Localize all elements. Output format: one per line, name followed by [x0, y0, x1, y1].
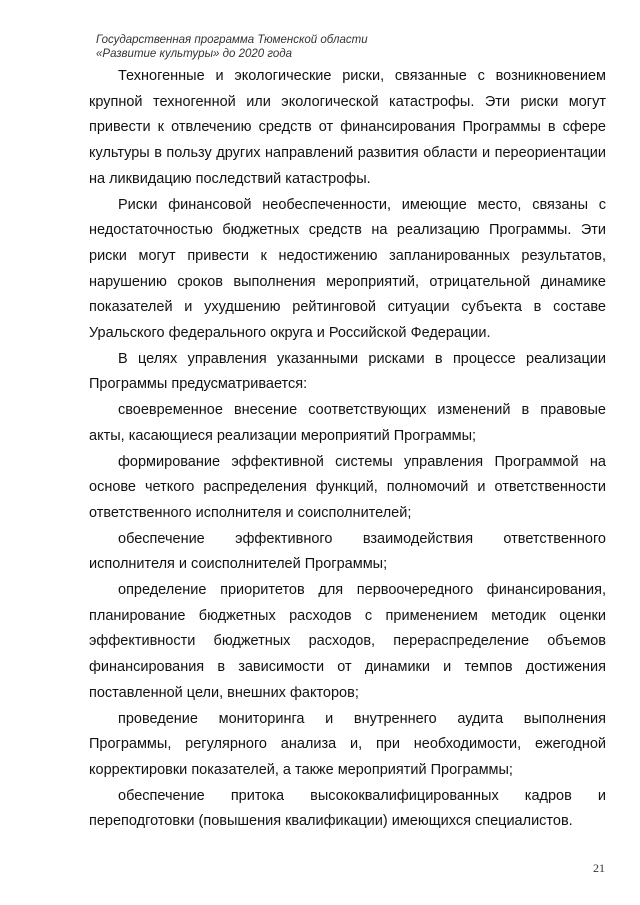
paragraph-monitoring-audit: проведение мониторинга и внутреннего аудита выполнения Программы, регулярного анализа и, при необходимости, ежегодной корректировки показателей, а также мероприятий Программы; — [89, 710, 606, 778]
paragraph-management-system: формирование эффективной системы управления Программой на основе четкого распределения функций, полномочий и ответственности ответственного исполнителя и соисполнителей; — [89, 453, 606, 521]
document-header — [96, 33, 516, 61]
page-number: 21 — [593, 861, 605, 875]
paragraph-risk-management-intro: В целях управления указанными рисками в процессе реализации Программы предусматривается: — [89, 350, 606, 393]
paragraph-financing-priorities: определение приоритетов для первоочередного финансирования, планирование бюджетных расходов с применением методик оценки эффективности бюджетных расходов, перераспределение объемов финансирования в зависимости от динамики и темпов достижения поставленной цели, внешних факторов; — [89, 582, 606, 701]
document-body — [89, 64, 606, 835]
header-program-subtitle: «Развитие культуры» до 2020 года — [96, 48, 293, 60]
paragraph-qualified-personnel: обеспечение притока высококвалифицированных кадров и переподготовки (повышения квалификации) имеющихся специалистов. — [89, 787, 606, 830]
paragraph-financial-risks: Риски финансовой необеспеченности, имеющие место, связаны с недостаточностью бюджетных средств на реализацию Программы. Эти риски могут привести к недостижению запланированных результатов, нарушению сроков выполнения мероприятий, отрицательной динамике показателей и ухудшению рейтинговой ситуации субъекта в составе Уральского федерального округа и Российской Федерации. — [89, 196, 606, 342]
paragraph-interaction: обеспечение эффективного взаимодействия ответственного исполнителя и соисполнителей Программы; — [89, 530, 606, 573]
paragraph-technogenic-risks: Техногенные и экологические риски, связанные с возникновением крупной техногенной или экологической катастрофы. Эти риски могут привести к отвлечению средств от финансирования Программы в сфере культуры в пользу других направлений развития области и переориентации на ликвидацию последствий катастрофы. — [89, 68, 606, 187]
paragraph-legal-acts-changes: своевременное внесение соответствующих изменений в правовые акты, касающиеся реализации мероприятий Программы; — [89, 402, 606, 444]
header-program-title: Государственная программа Тюменской области — [96, 34, 368, 46]
